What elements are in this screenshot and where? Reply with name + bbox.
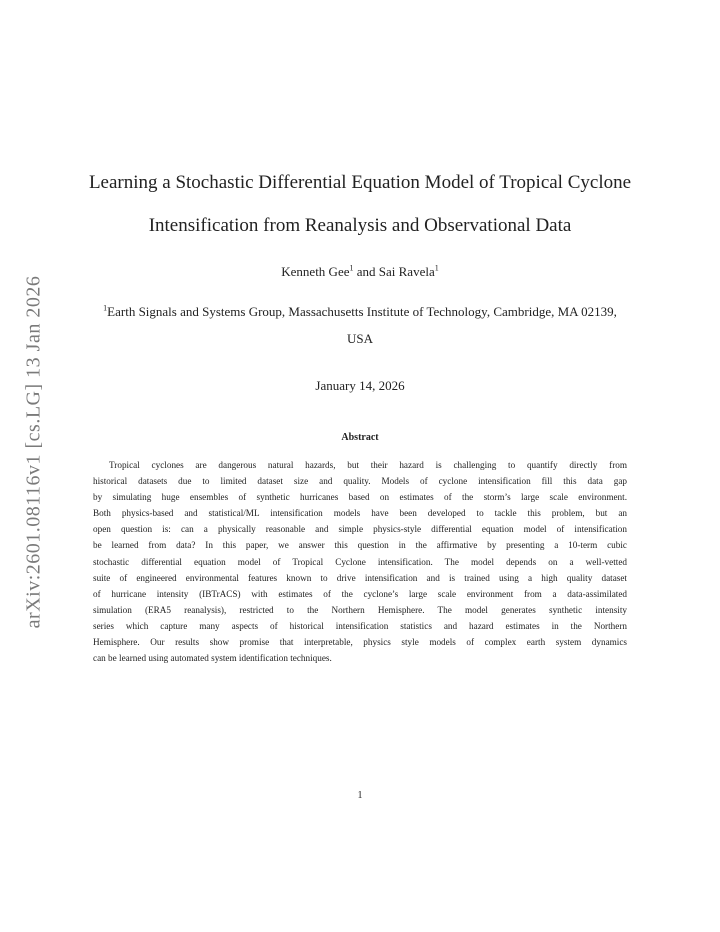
- abstract-line: series which capture many aspects of historical intensification statistics and hazard estimates in the Northern: [93, 620, 627, 631]
- author-name: Kenneth Gee: [281, 264, 350, 279]
- abstract-line: open question is: can a physically reasonable and simple physics-style differential equation model of intensification: [93, 524, 627, 535]
- abstract-line: Hemisphere. Our results show promise that interpretable, physics style models of complex earth system dynamics: [93, 637, 627, 648]
- author-separator: and: [356, 264, 376, 279]
- abstract-line: historical datasets due to limited dataset size and quality. Models of cyclone intensification fill this data gap: [93, 476, 627, 487]
- author-affiliation-mark: 1: [434, 263, 439, 273]
- affiliation-line-2: USA: [346, 331, 373, 346]
- abstract-line: suite of engineered environmental features known to drive intensification and is trained using a high quality dataset: [93, 572, 627, 583]
- author-list: [60, 264, 660, 280]
- abstract-line: by simulating huge ensembles of synthetic hurricanes based on estimates of the storm’s large scale environment.: [93, 492, 627, 503]
- affiliation-line-1: [60, 304, 660, 320]
- abstract-line: simulation (ERA5 reanalysis), restricted to the Northern Hemisphere. The model generates synthetic intensity: [93, 604, 627, 615]
- abstract-line: Tropical cyclones are dangerous natural hazards, but their hazard is challenging to quantify directly from: [109, 460, 627, 470]
- affiliation-text: Earth Signals and Systems Group, Massachusetts Institute of Technology, Cambridge, MA 02139,: [107, 304, 617, 319]
- page-number: 1: [357, 790, 363, 801]
- arxiv-identifier-stamp: arXiv:2601.08116v1 [cs.LG] 13 Jan 2026: [22, 275, 45, 629]
- author-name: Sai Ravela: [378, 264, 435, 279]
- abstract-body: [93, 457, 627, 666]
- affiliation-mark: 1: [103, 303, 108, 313]
- abstract-line: Both physics-based and statistical/ML intensification models have been developed to tackle this problem, but an: [93, 508, 627, 519]
- paper-title-line-1: Learning a Stochastic Differential Equation Model of Tropical Cyclone: [88, 172, 632, 193]
- author-affiliation-mark: 1: [349, 263, 354, 273]
- abstract-heading: Abstract: [341, 432, 379, 443]
- paper-title-line-2: Intensification from Reanalysis and Observational Data: [148, 215, 572, 236]
- paper-date: January 14, 2026: [315, 378, 405, 393]
- abstract-line: can be learned using automated system identification techniques.: [93, 653, 332, 664]
- abstract-line: of hurricane intensity (IBTrACS) with estimates of the cyclone’s large scale environment from a data-assimilated: [93, 588, 627, 599]
- abstract-line: be learned from data? In this paper, we answer this question in the affirmative by presenting a 10-term cubic: [93, 540, 627, 551]
- abstract-line: stochastic differential equation model of Tropical Cyclone intensification. The model depends on a well-vetted: [93, 556, 627, 567]
